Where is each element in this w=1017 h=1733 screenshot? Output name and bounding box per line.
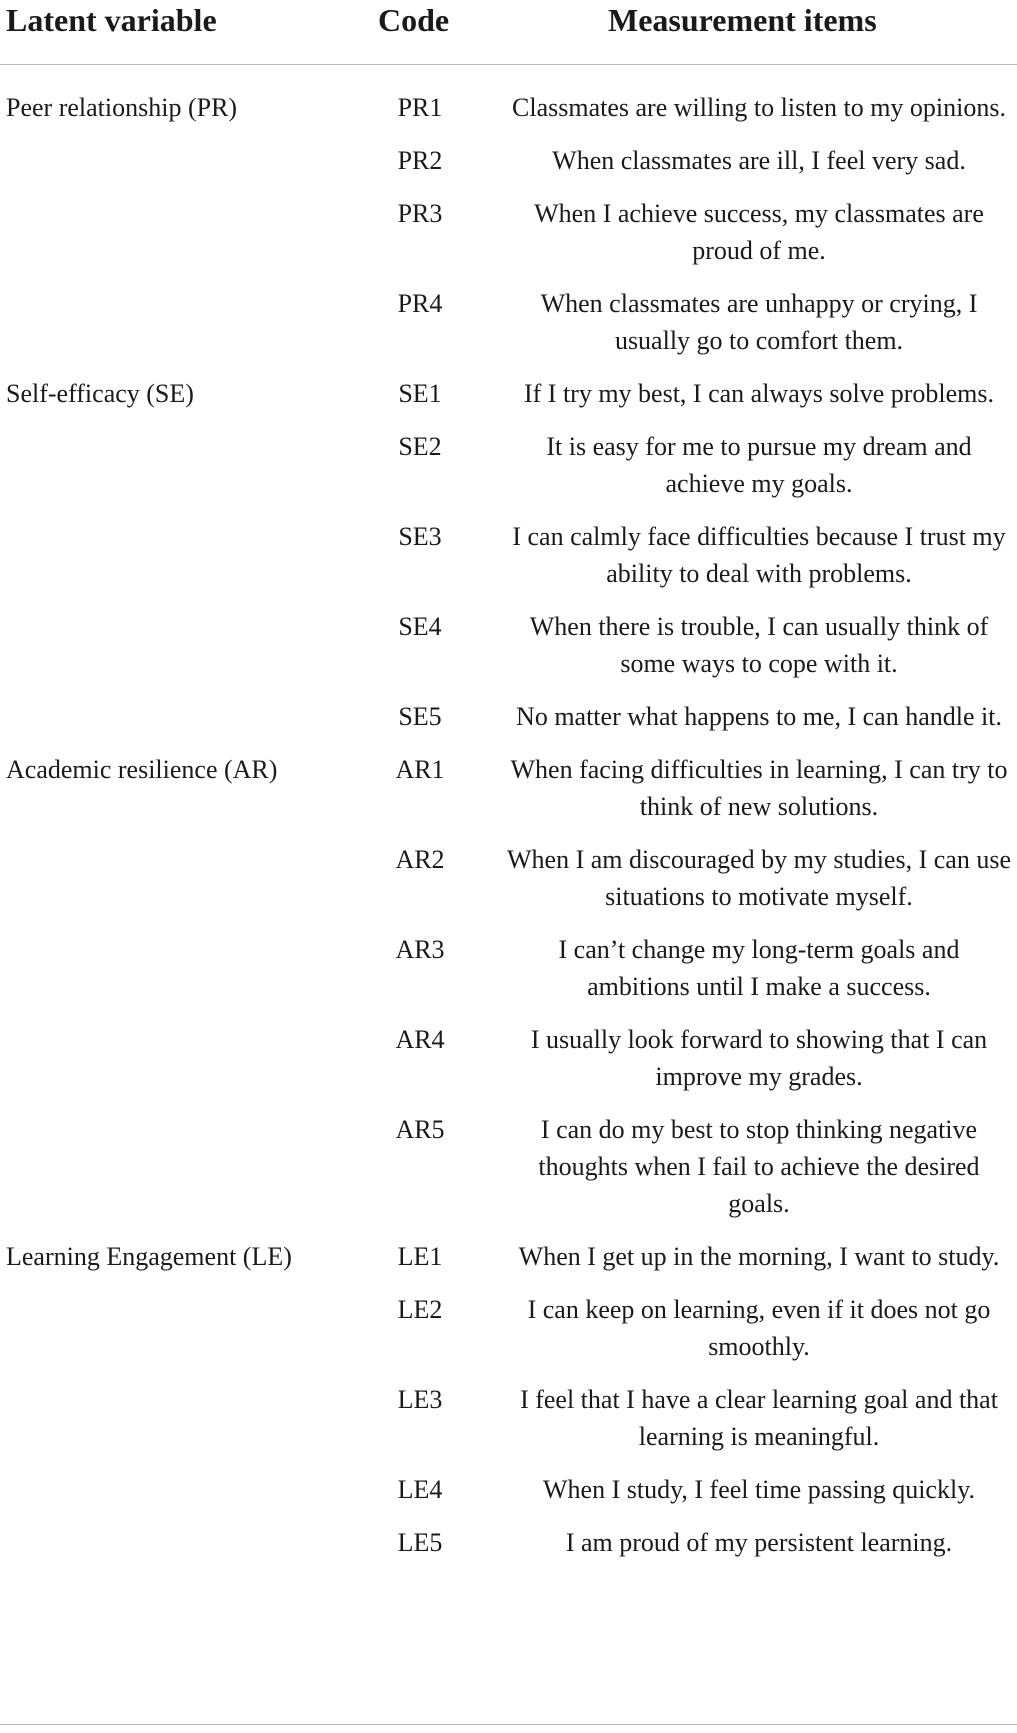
table-row (0, 931, 1017, 1005)
latent-variable-cell: Learning Engagement (LE) (6, 1242, 292, 1271)
code-cell: AR5 (395, 1115, 445, 1144)
table-row (0, 428, 1017, 502)
table-row (0, 375, 1017, 412)
header-code: Code (378, 2, 450, 38)
measurement-item-cell: When classmates are unhappy or crying, I usually go to comfort them. (540, 289, 978, 355)
measurement-item-cell: It is easy for me to pursue my dream and achieve my goals. (546, 432, 972, 498)
code-cell: LE5 (397, 1528, 443, 1557)
code-cell: PR4 (397, 289, 443, 318)
header-latent-variable: Latent variable (6, 2, 217, 38)
measurement-item-cell: I am proud of my persistent learning. (565, 1528, 953, 1557)
table-row (0, 1238, 1017, 1275)
header-measurement-items: Measurement items (608, 2, 877, 38)
table-row (0, 89, 1017, 126)
measurement-item-cell: I can’t change my long-term goals and ambitions until I make a success. (558, 935, 960, 1001)
code-cell: AR4 (395, 1025, 445, 1054)
table-row (0, 195, 1017, 269)
measurement-item-cell: I feel that I have a clear learning goal and that learning is meaningful. (520, 1385, 998, 1451)
measurement-item-cell: I can calmly face difficulties because I trust my ability to deal with problems. (512, 522, 1006, 588)
latent-variable-cell: Academic resilience (AR) (6, 755, 278, 784)
latent-variable-cell: Self-efficacy (SE) (6, 379, 194, 408)
table-row (0, 751, 1017, 825)
measurement-item-cell: When classmates are ill, I feel very sad. (552, 146, 966, 175)
code-cell: SE5 (398, 702, 442, 731)
code-cell: PR2 (397, 146, 443, 175)
code-cell: LE3 (397, 1385, 443, 1414)
table-row (0, 285, 1017, 359)
measurement-item-cell: I usually look forward to showing that I can improve my grades. (530, 1025, 988, 1091)
measurement-item-cell: When facing difficulties in learning, I can try to think of new solutions. (510, 755, 1008, 821)
table-row (0, 1471, 1017, 1508)
table-body (0, 65, 1017, 1561)
measurement-item-cell: If I try my best, I can always solve problems. (523, 379, 995, 408)
table-row (0, 518, 1017, 592)
table-row (0, 698, 1017, 735)
measurement-item-cell: When I get up in the morning, I want to study. (518, 1242, 1000, 1271)
measurement-item-cell: I can do my best to stop thinking negative thoughts when I fail to achieve the desired goals. (538, 1115, 980, 1218)
code-cell: AR2 (395, 845, 445, 874)
code-cell: PR3 (397, 199, 443, 228)
measurement-item-cell: When there is trouble, I can usually think of some ways to cope with it. (529, 612, 989, 678)
measurement-item-cell: Classmates are willing to listen to my opinions. (512, 93, 1006, 122)
measurement-item-cell: I can keep on learning, even if it does not go smoothly. (527, 1295, 991, 1361)
table-row (0, 1524, 1017, 1561)
table-row (0, 1111, 1017, 1222)
table-row (0, 1021, 1017, 1095)
code-cell: AR1 (395, 755, 445, 784)
table-row (0, 841, 1017, 915)
code-cell: PR1 (397, 93, 443, 122)
measurement-item-cell: When I achieve success, my classmates are proud of me. (534, 199, 984, 265)
measurement-item-cell: When I study, I feel time passing quickly. (542, 1475, 976, 1504)
table-row (0, 142, 1017, 179)
table-row (0, 1291, 1017, 1365)
code-cell: SE3 (398, 522, 442, 551)
table-row (0, 1381, 1017, 1455)
code-cell: SE1 (398, 379, 442, 408)
measurement-item-cell: When I am discouraged by my studies, I can use situations to motivate myself. (507, 845, 1011, 911)
code-cell: LE1 (397, 1242, 443, 1271)
latent-variable-cell: Peer relationship (PR) (6, 93, 238, 122)
code-cell: SE2 (398, 432, 442, 461)
table-bottom-rule (0, 1724, 1017, 1725)
code-cell: AR3 (395, 935, 445, 964)
measurement-item-cell: No matter what happens to me, I can handle it. (516, 702, 1002, 731)
code-cell: SE4 (398, 612, 442, 641)
code-cell: LE4 (397, 1475, 443, 1504)
code-cell: LE2 (397, 1295, 443, 1324)
table-header (0, 0, 1017, 65)
table-row (0, 608, 1017, 682)
